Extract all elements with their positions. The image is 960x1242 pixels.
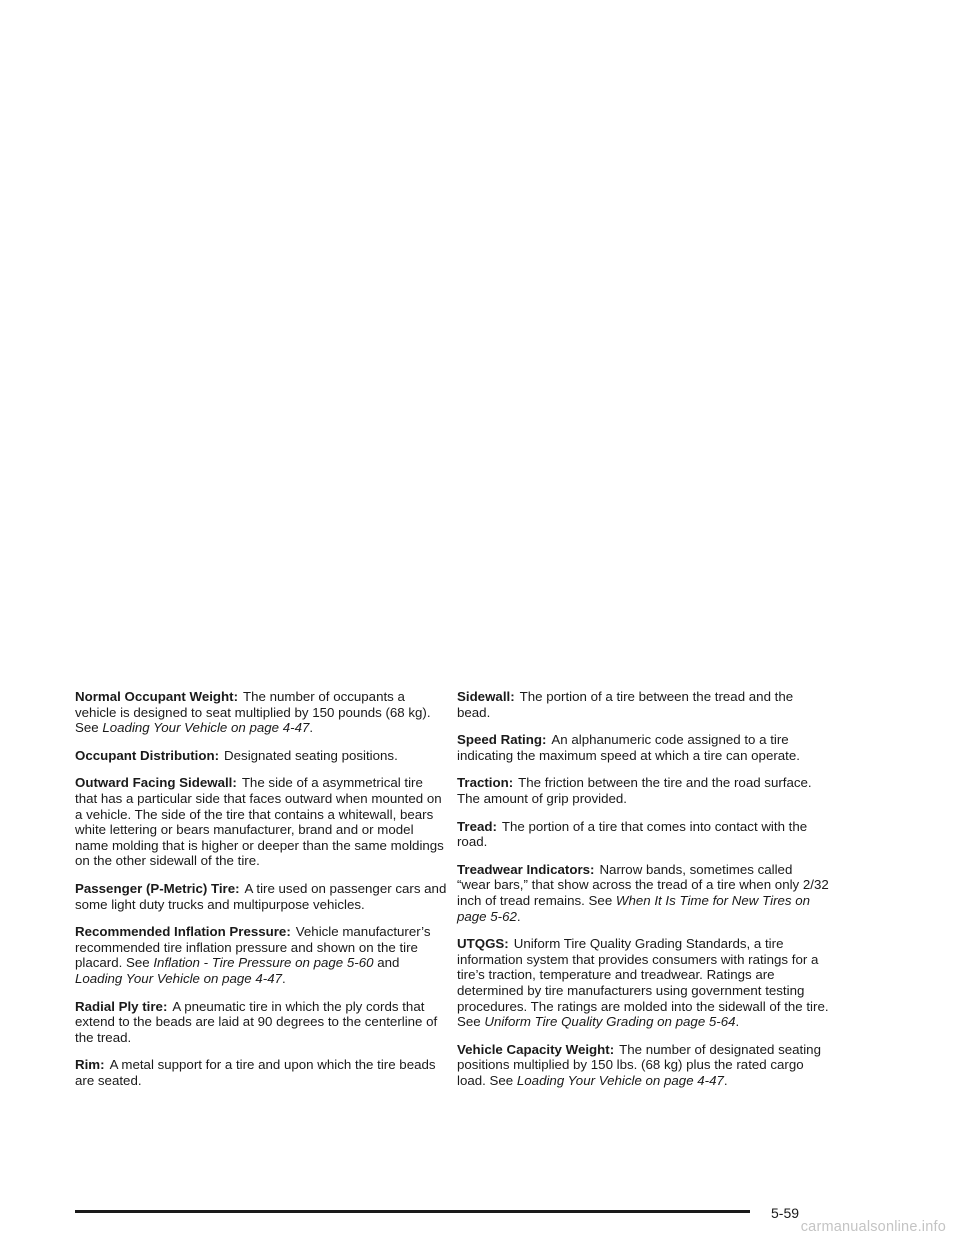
glossary-term: Outward Facing Sidewall: xyxy=(75,775,237,791)
cross-reference[interactable]: When It Is Time for New Tires on page 5-62 xyxy=(457,892,811,924)
glossary-term: Vehicle Capacity Weight: xyxy=(457,1041,615,1057)
glossary-definition: A pneumatic tire in which the ply cords that extend to the beads are laid at 90 degrees to the centerline of the tread. xyxy=(75,998,438,1045)
glossary-definition: Vehicle manufacturer’s recommended tire inflation pressure and shown on the tire placard. See xyxy=(75,924,431,971)
cross-reference[interactable]: Inflation - Tire Pressure on page 5-60 xyxy=(153,955,374,971)
glossary-entry-passenger-tire xyxy=(75,881,447,912)
glossary-entry-normal-occupant-weight: Normal Occupant Weight: The number of occupants a vehicle is designed to seat multiplied by 150 pounds (68 kg). See Loading Your Vehicle on page 4-47. xyxy=(75,689,431,736)
glossary-definition: The portion of a tire that comes into contact with the road. xyxy=(457,818,808,850)
glossary-term: Sidewall: xyxy=(457,689,515,704)
glossary-term: Passenger (P-Metric) Tire: xyxy=(75,880,240,896)
glossary-term: Recommended Inflation Pressure: xyxy=(75,924,291,940)
glossary-term: Speed Rating: xyxy=(457,732,547,748)
watermark: carmanualsonline.info xyxy=(800,1219,946,1235)
glossary-definition: Narrow bands, sometimes called “wear bars,” that show across the tread of a tire when only 2/32 inch of tread remains. See xyxy=(457,861,829,908)
cross-reference[interactable]: Uniform Tire Quality Grading on page 5-64 xyxy=(484,1014,736,1030)
glossary-entry-outward-facing-sidewall xyxy=(75,775,447,869)
glossary-definition: The side of a asymmetrical tire that has a particular side that faces outward when mounted on a vehicle. The side of the tire that contains a whitewall, bears white lettering or bears manufacturer, brand and or model name molding that is higher or deeper than the same moldings on the other sidewall of the tire. xyxy=(75,775,444,869)
glossary-definition: Designated seating positions. xyxy=(224,747,398,763)
glossary-entry-recommended-inflation-pressure: Recommended Inflation Pressure: Vehicle manufacturer’s recommended tire inflation pressure and shown on the tire placard. See Inflation - Tire Pressure on page 5-60 and Loading Your Vehicle on page 4-47. xyxy=(75,924,431,986)
cross-reference[interactable]: Loading Your Vehicle on page 4-47 xyxy=(516,1072,724,1088)
footer-rule xyxy=(75,1210,750,1213)
glossary-entry-vehicle-capacity-weight: Vehicle Capacity Weight: The number of designated seating positions multiplied by 150 lbs. (68 kg) plus the rated cargo load. See Loading Your Vehicle on page 4-47. xyxy=(457,1041,821,1088)
glossary-term: Traction: xyxy=(457,775,514,791)
glossary-definition: The friction between the tire and the road surface. The amount of grip provided. xyxy=(457,775,812,806)
glossary-term: Radial Ply tire: xyxy=(75,998,168,1014)
glossary-term: Normal Occupant Weight: xyxy=(75,689,239,704)
glossary-definition: Uniform Tire Quality Grading Standards, a tire information system that provides consumers with ratings for a tire’s traction, temperature and treadwear. Ratings are determined by tire manufacturers using government testing procedures. The ratings are molded into the sidewall of the tire. See xyxy=(457,936,829,1030)
cross-reference[interactable]: Loading Your Vehicle on page 4-47 xyxy=(102,720,310,736)
glossary-definition: The number of designated seating positions multiplied by 150 lbs. (68 kg) plus the rated cargo load. See xyxy=(457,1041,821,1088)
left-column xyxy=(75,689,447,1100)
glossary-definition: A tire used on passenger cars and some light duty trucks and multipurpose vehicles. xyxy=(75,880,447,912)
glossary-entry-traction xyxy=(457,775,829,806)
glossary-definition: The number of occupants a vehicle is designed to seat multiplied by 150 pounds (68 kg). See xyxy=(75,689,431,736)
glossary-term: Rim: xyxy=(75,1057,105,1073)
glossary-entry-rim xyxy=(75,1057,447,1088)
cross-reference[interactable]: Loading Your Vehicle on page 4-47 xyxy=(75,970,283,986)
right-column xyxy=(457,689,829,1100)
glossary-entry-speed-rating xyxy=(457,732,829,763)
page-number: 5-59 xyxy=(771,1205,800,1221)
glossary-definition: A metal support for a tire and upon which the tire beads are seated. xyxy=(75,1057,436,1088)
glossary-entry-treadwear-indicators: Treadwear Indicators: Narrow bands, sometimes called “wear bars,” that show across the tread of a tire when only 2/32 inch of tread remains. See When It Is Time for New Tires on page 5-62. xyxy=(457,861,829,924)
glossary-term: Occupant Distribution: xyxy=(75,747,220,763)
glossary-entry-tread xyxy=(457,819,829,850)
glossary-term: Treadwear Indicators: xyxy=(457,861,595,877)
glossary-term: UTQGS: xyxy=(457,936,509,952)
glossary-definition: An alphanumeric code assigned to a tire indicating the maximum speed at which a tire can operate. xyxy=(457,732,800,763)
glossary-entry-radial-ply-tire xyxy=(75,999,447,1046)
glossary-definition: The portion of a tire between the tread and the bead. xyxy=(457,689,794,720)
glossary-entry-utqgs: UTQGS: Uniform Tire Quality Grading Standards, a tire information system that provides consumers with ratings for a tire’s traction, temperature and treadwear. Ratings are determined by tire manufacturers using government testing procedures. The ratings are molded into the sidewall of the tire. See Uniform Tire Quality Grading on page 5-64. xyxy=(457,936,829,1030)
glossary-entry-sidewall xyxy=(457,689,829,720)
glossary-entry-occupant-distribution xyxy=(75,748,447,764)
glossary-term: Tread: xyxy=(457,818,497,834)
